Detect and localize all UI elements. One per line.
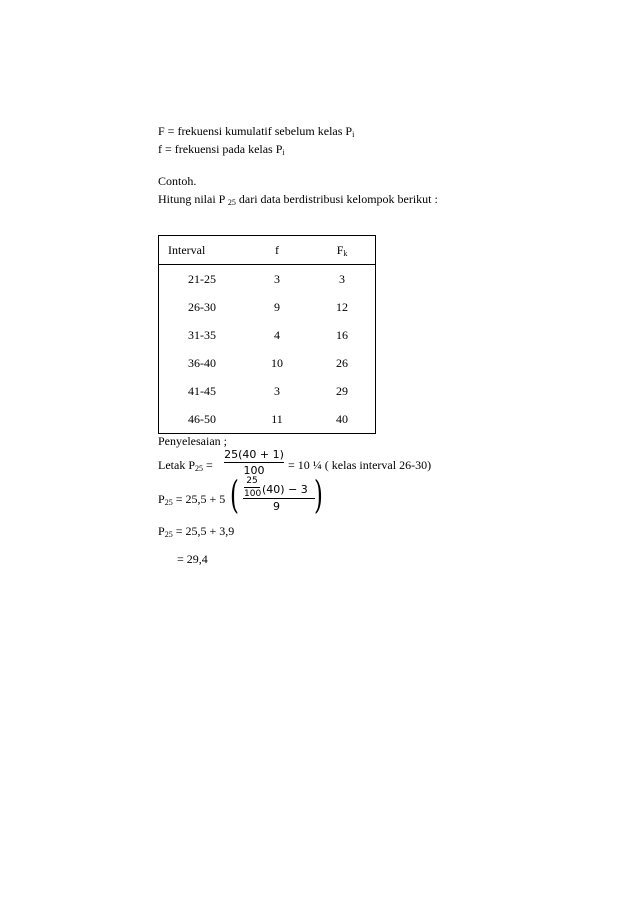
table-row [159, 377, 376, 405]
step2-line [158, 524, 234, 539]
cell-fk: 3 [339, 271, 346, 286]
example-heading: Contoh. [158, 174, 197, 188]
p25-subscript: 25 [164, 498, 173, 507]
letak-label [158, 458, 213, 473]
letak-fraction-numerator: 25(40 + 1) [224, 448, 284, 461]
header-fk [309, 236, 375, 265]
header-fk-subscript: k [343, 248, 348, 258]
inner-fraction-numerator: 25 [246, 476, 258, 486]
letak-equals: = [203, 458, 213, 472]
step2-expr: = 25,5 + 3,9 [172, 524, 235, 538]
p25-formula-label [158, 492, 225, 507]
letak-fraction-bar [224, 462, 284, 463]
cell-f: 4 [274, 327, 281, 342]
letak-fraction-denominator: 100 [243, 464, 265, 477]
right-paren: ) [314, 473, 323, 517]
definition-F-subscript: i [352, 130, 355, 139]
cell-fk: 26 [336, 355, 349, 370]
letak-result: = 10 ¼ ( kelas interval 26-30) [288, 458, 432, 472]
inner-fraction-denominator: 100 [244, 489, 262, 499]
cell-f: 3 [274, 383, 281, 398]
cell-fk: 12 [336, 299, 349, 314]
cell-interval: 26-30 [188, 299, 216, 314]
cell-interval: 31-35 [188, 327, 216, 342]
table-row [159, 265, 376, 294]
letak-subscript: 25 [195, 464, 203, 473]
definition-line-f [158, 142, 285, 157]
table-row [159, 349, 376, 377]
cell-interval: 36-40 [188, 355, 216, 370]
example-prompt-b: dari data berdistribusi kelompok berikut : [235, 192, 438, 206]
inner-fraction [244, 476, 260, 499]
inner-fraction-bar [244, 487, 260, 488]
cell-interval: 46-50 [188, 411, 216, 426]
solution-heading: Penyelesaian ; [158, 434, 227, 448]
header-f: f [245, 236, 309, 265]
p25-label: P [158, 492, 165, 506]
frequency-table [158, 235, 376, 434]
table-row [159, 405, 376, 434]
cell-fk: 16 [336, 327, 349, 342]
table-row [159, 293, 376, 321]
cell-fk: 29 [336, 383, 349, 398]
cell-interval: 41-45 [188, 383, 216, 398]
outer-fraction-denominator: 9 [273, 500, 280, 513]
example-prompt-a: Hitung nilai P [158, 192, 228, 206]
letak-label-text: Letak P [158, 458, 195, 472]
example-prompt [158, 192, 438, 207]
step2-subscript: 25 [164, 530, 173, 539]
p25-expr: = 25,5 + 5 [172, 492, 226, 506]
step2-label: P [158, 524, 165, 538]
header-fk-main: F [336, 242, 344, 257]
inner-rest: (40) − 3 [262, 483, 308, 496]
cell-interval: 21-25 [188, 271, 216, 286]
example-prompt-subscript: 25 [227, 198, 236, 207]
outer-fraction-bar [243, 498, 315, 499]
cell-fk: 40 [336, 411, 349, 426]
final-result: = 29,4 [177, 552, 208, 566]
table-header-row [159, 236, 376, 265]
definition-F-text: F = frekuensi kumulatif sebelum kelas P [158, 124, 353, 138]
cell-f: 10 [271, 355, 284, 370]
definition-f-subscript: i [282, 148, 285, 157]
cell-f: 11 [271, 411, 283, 426]
cell-f: 3 [274, 271, 281, 286]
header-interval: Interval [159, 236, 246, 265]
cell-f: 9 [274, 299, 281, 314]
definition-line-F [158, 124, 354, 139]
table-row [159, 321, 376, 349]
left-paren: ( [230, 473, 239, 517]
definition-f-text: f = frekuensi pada kelas P [158, 142, 283, 156]
